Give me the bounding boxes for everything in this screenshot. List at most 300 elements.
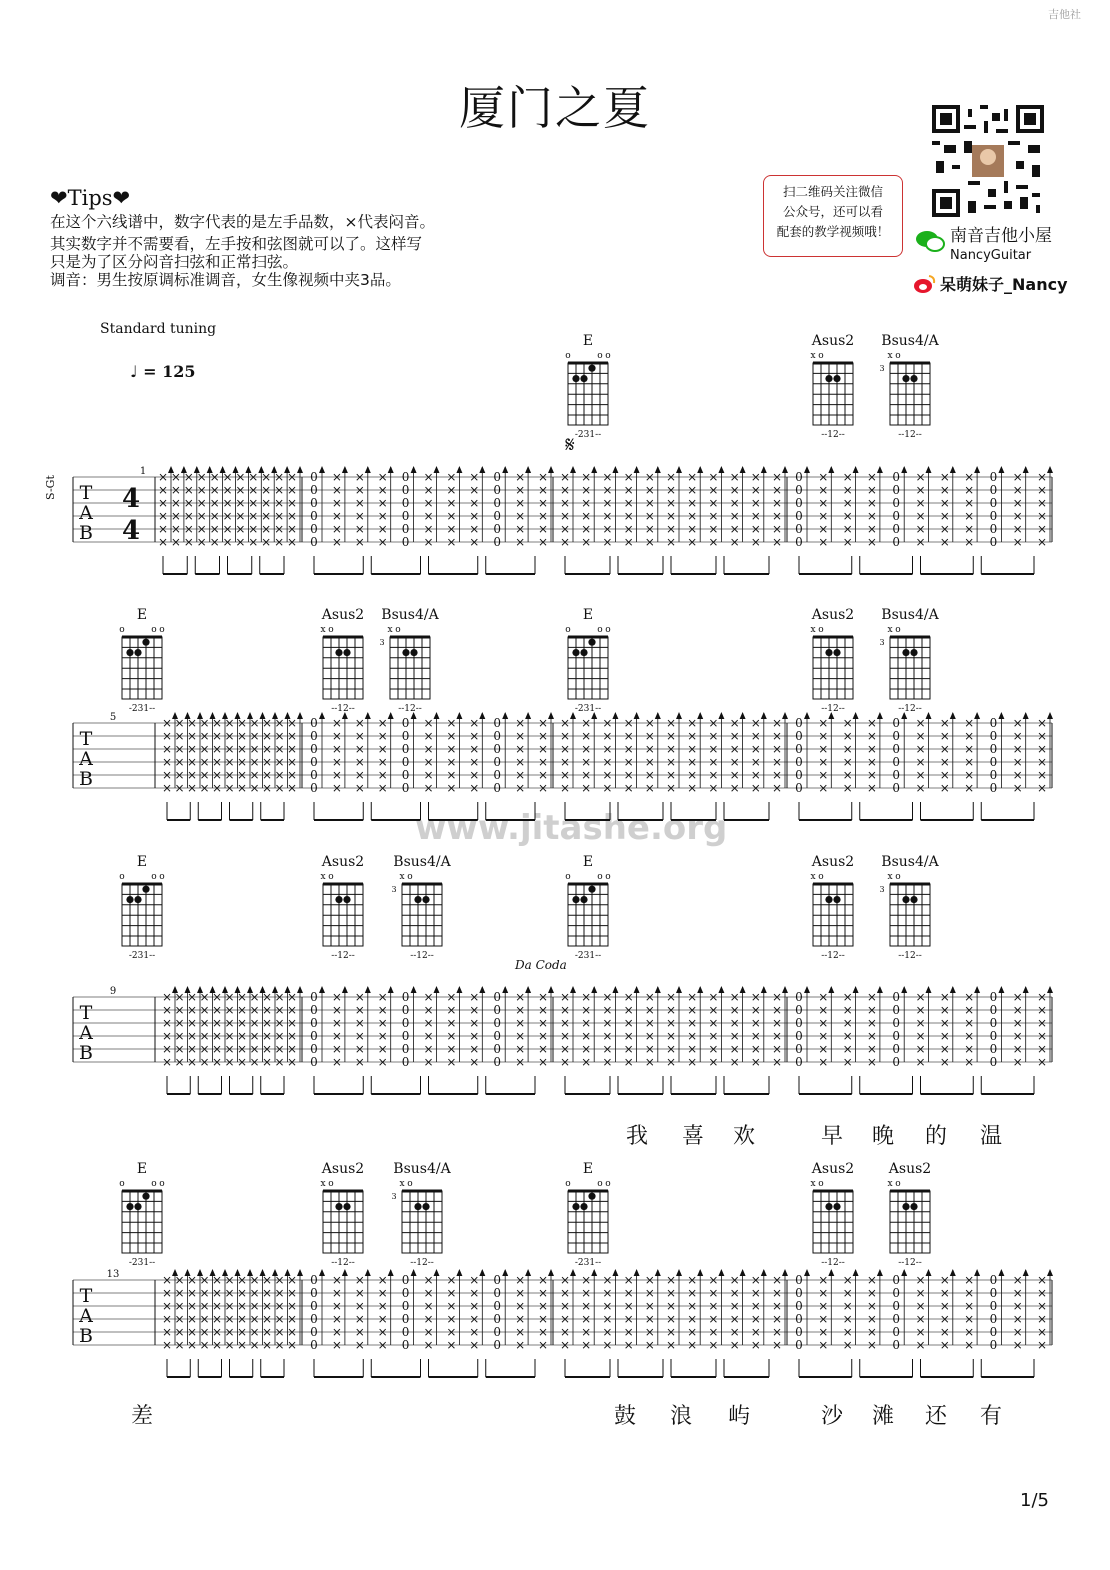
tab-note: × <box>515 1338 526 1352</box>
tab-note: × <box>964 522 975 536</box>
tab-note: × <box>331 509 342 523</box>
tab-note: × <box>771 742 783 756</box>
tab-note: 0 <box>989 729 998 743</box>
tab-note: × <box>729 483 740 497</box>
tab-note: × <box>469 1273 480 1287</box>
tab-note: × <box>964 1003 975 1017</box>
brand-english: NancyGuitar <box>950 248 1032 263</box>
page-number: 1/5 <box>1020 1490 1049 1511</box>
tab-note: × <box>354 470 365 484</box>
lyric-char: 鼓 <box>613 1404 637 1429</box>
tab-note: × <box>602 522 613 536</box>
tab-note: × <box>623 1312 634 1326</box>
tab-note: × <box>249 729 260 743</box>
tab-note: × <box>866 1055 877 1069</box>
strum-arrow-icon <box>525 712 531 719</box>
tab-note: × <box>446 1338 457 1352</box>
tab-note: × <box>750 1299 761 1313</box>
tab-note: × <box>423 1055 434 1069</box>
tab-note: × <box>1012 1042 1023 1056</box>
tab-note: × <box>915 1003 926 1017</box>
tab-note: × <box>708 1016 719 1030</box>
tab-note: × <box>602 1016 613 1030</box>
tab-note: × <box>939 1325 950 1339</box>
tab-note: 0 <box>401 470 410 484</box>
tab-note: 0 <box>310 1016 318 1030</box>
strum-arrow-icon <box>548 466 554 473</box>
tab-clef: B <box>79 768 93 790</box>
tab-note: × <box>1036 1042 1048 1056</box>
tab-note: × <box>161 768 173 782</box>
tab-note: × <box>915 1042 926 1056</box>
tab-note: × <box>818 522 829 536</box>
strum-arrow-icon <box>342 986 348 993</box>
tab-note: × <box>209 522 220 536</box>
tab-note: × <box>581 1016 592 1030</box>
tab-clef: T <box>79 1285 93 1307</box>
brand-name: 南音吉他小屋 <box>950 226 1052 246</box>
tab-note: × <box>261 1312 273 1326</box>
tab-note: 0 <box>493 1042 502 1056</box>
tab-note: × <box>581 1299 592 1313</box>
tab-note: × <box>866 1338 877 1352</box>
tab-note: × <box>915 1325 926 1339</box>
tab-note: × <box>964 1312 975 1326</box>
tab-note: 0 <box>493 1338 502 1352</box>
tab-note: 0 <box>892 729 901 743</box>
string-marker: x <box>810 351 816 361</box>
tab-note: × <box>515 496 526 510</box>
tab-note: × <box>842 990 853 1004</box>
tab-note: 0 <box>401 522 410 536</box>
string-marker: o <box>605 625 611 635</box>
tab-note: × <box>446 535 457 549</box>
tab-note: 0 <box>892 1016 901 1030</box>
tab-note: × <box>211 1299 223 1313</box>
tab-note: × <box>286 729 298 743</box>
tab-note: 0 <box>401 729 410 743</box>
tab-note: × <box>331 522 342 536</box>
tab-note: × <box>261 483 272 497</box>
tab-note: × <box>515 483 526 497</box>
tab-note: 0 <box>795 1003 803 1017</box>
finger-dot <box>833 375 840 382</box>
tab-note: × <box>211 990 223 1004</box>
tab-note: × <box>623 781 634 795</box>
tab-note: × <box>708 1338 719 1352</box>
string-marker: x <box>399 1179 405 1189</box>
tab-note: × <box>224 1325 235 1339</box>
tab-note: × <box>183 470 194 484</box>
tab-note: 0 <box>892 1273 901 1287</box>
string-marker: o <box>565 625 571 635</box>
chord-fingering: --12-- <box>898 704 922 714</box>
strum-arrow-icon <box>950 1269 956 1276</box>
tab-note: 0 <box>401 1055 410 1069</box>
tab-note: × <box>186 742 198 756</box>
tab-note: × <box>286 509 298 523</box>
tab-note: × <box>665 781 677 795</box>
tab-note: 0 <box>310 1042 318 1056</box>
tab-note: × <box>211 1016 223 1030</box>
tab-note: × <box>602 1312 613 1326</box>
strum-arrow-icon <box>804 466 810 473</box>
lyric-char: 有 <box>979 1404 1003 1429</box>
tab-note: × <box>915 742 926 756</box>
tab-note: 0 <box>795 509 803 523</box>
chord-name: E <box>582 333 594 349</box>
tab-note: × <box>915 496 926 510</box>
tab-note: × <box>224 1273 235 1287</box>
tab-note: × <box>199 1016 210 1030</box>
tab-note: × <box>224 1312 235 1326</box>
tab-note: × <box>729 781 740 795</box>
tab-note: 0 <box>493 768 502 782</box>
finger-dot <box>825 896 832 903</box>
tab-note: × <box>423 755 434 769</box>
strum-arrow-icon <box>804 986 810 993</box>
tab-note: × <box>174 1286 185 1300</box>
tab-note: × <box>750 1003 761 1017</box>
tab-note: × <box>842 1003 853 1017</box>
tab-note: × <box>842 509 853 523</box>
tab-note: 0 <box>401 1299 410 1313</box>
strum-arrow-icon <box>1023 1269 1029 1276</box>
strum-arrow-icon <box>926 986 932 993</box>
tab-note: × <box>623 496 634 510</box>
tab-note: × <box>581 742 592 756</box>
tab-note: × <box>186 1029 198 1043</box>
strum-arrow-icon <box>479 712 485 719</box>
finger-dot <box>410 649 417 656</box>
tab-note: × <box>286 1312 298 1326</box>
string-marker: x <box>320 1179 326 1189</box>
tab-note: × <box>423 483 434 497</box>
measure-number: 9 <box>109 986 117 997</box>
tab-note: × <box>199 1299 210 1313</box>
tab-note: × <box>771 470 783 484</box>
tab-note: 0 <box>310 1325 318 1339</box>
tab-note: × <box>236 729 248 743</box>
tab-note: × <box>964 729 975 743</box>
tab-note: × <box>354 1338 365 1352</box>
tab-note: 0 <box>493 496 502 510</box>
tab-note: × <box>602 483 613 497</box>
tab-note: × <box>469 483 480 497</box>
tab-note: × <box>423 1042 434 1056</box>
strum-arrow-icon <box>502 986 508 993</box>
tab-note: × <box>161 1325 173 1339</box>
tab-note: × <box>186 1312 198 1326</box>
tab-note: × <box>537 1029 549 1043</box>
tab-note: × <box>602 1325 613 1339</box>
tab-note: 0 <box>892 1325 901 1339</box>
tab-note: 0 <box>989 742 998 756</box>
tab-note: × <box>211 1338 223 1352</box>
tab-note: × <box>274 1029 285 1043</box>
strum-arrow-icon <box>974 1269 980 1276</box>
tab-note: × <box>665 483 677 497</box>
tab-note: × <box>274 1055 285 1069</box>
finger-dot <box>572 375 579 382</box>
tab-note: × <box>377 1286 388 1300</box>
tab-note: × <box>331 1273 342 1287</box>
tab-note: × <box>729 1016 740 1030</box>
tab-note: × <box>1036 742 1048 756</box>
strum-arrow-icon <box>634 1269 640 1276</box>
tab-note: × <box>729 535 740 549</box>
tab-note: × <box>915 716 926 730</box>
tab-note: × <box>915 509 926 523</box>
tab-note: × <box>644 509 655 523</box>
tab-note: × <box>224 742 235 756</box>
tab-note: × <box>157 470 169 484</box>
lyric-char: 还 <box>924 1404 948 1429</box>
string-marker: o <box>597 351 603 361</box>
tab-note: × <box>174 742 185 756</box>
strum-arrow-icon <box>761 712 767 719</box>
tab-note: × <box>964 742 975 756</box>
chord-fingering: --12-- <box>821 704 845 714</box>
strum-arrow-icon <box>676 986 682 993</box>
tab-note: 0 <box>989 470 998 484</box>
tab-note: 0 <box>892 483 901 497</box>
tab-note: 0 <box>795 1299 803 1313</box>
tab-note: × <box>423 522 434 536</box>
bubble-line: 公众号，还可以看 <box>782 204 883 219</box>
tab-note: × <box>248 522 259 536</box>
tab-note: × <box>236 1029 248 1043</box>
tab-note: × <box>183 522 194 536</box>
tab-note: × <box>161 729 173 743</box>
tab-note: × <box>915 781 926 795</box>
finger-dot <box>902 896 909 903</box>
strum-arrow-icon <box>998 466 1004 473</box>
strum-arrow-icon <box>1023 712 1029 719</box>
strum-arrow-icon <box>676 1269 682 1276</box>
tab-note: × <box>211 729 223 743</box>
tab-note: × <box>286 1299 298 1313</box>
tab-note: × <box>771 1003 783 1017</box>
tab-note: × <box>1012 470 1023 484</box>
finger-dot <box>825 649 832 656</box>
tab-note: × <box>750 729 761 743</box>
tab-note: × <box>708 1273 719 1287</box>
fret-position: 3 <box>391 1192 397 1201</box>
tab-note: × <box>644 1286 655 1300</box>
tab-note: × <box>644 1312 655 1326</box>
fret-position: 3 <box>879 364 885 373</box>
tab-note: × <box>665 742 677 756</box>
tab-note: × <box>1036 755 1048 769</box>
tab-note: × <box>331 781 342 795</box>
tab-note: × <box>377 742 388 756</box>
tab-note: 0 <box>795 1016 803 1030</box>
tab-note: × <box>211 1312 223 1326</box>
strum-arrow-icon <box>718 986 724 993</box>
strum-arrow-icon <box>740 466 746 473</box>
tab-note: 0 <box>310 729 318 743</box>
string-marker: o <box>395 625 401 635</box>
tab-note: × <box>199 1042 210 1056</box>
tab-note: × <box>644 716 655 730</box>
tab-note: × <box>235 496 246 510</box>
tab-clef: T <box>79 728 93 750</box>
tab-note: × <box>939 1338 950 1352</box>
tab-note: 0 <box>892 1312 901 1326</box>
strum-arrow-icon <box>365 466 371 473</box>
strum-arrow-icon <box>319 466 325 473</box>
lyric-char: 沙 <box>820 1404 844 1429</box>
tab-note: × <box>1012 509 1023 523</box>
tab-clef: B <box>79 1042 93 1064</box>
tab-note: × <box>446 1003 457 1017</box>
tab-note: × <box>274 1003 285 1017</box>
tab-note: × <box>446 496 457 510</box>
tab-note: × <box>423 716 434 730</box>
tab-note: × <box>581 1273 592 1287</box>
tab-note: × <box>771 535 783 549</box>
tab-note: 0 <box>401 990 410 1004</box>
tab-note: × <box>818 1016 829 1030</box>
tab-note: × <box>842 742 853 756</box>
tab-note: × <box>708 1029 719 1043</box>
tab-note: × <box>274 716 285 730</box>
tab-note: × <box>729 470 740 484</box>
string-marker: x <box>810 625 816 635</box>
tab-note: × <box>602 470 613 484</box>
tab-note: × <box>964 535 975 549</box>
bubble-line: 扫二维码关注微信 <box>782 184 883 199</box>
tab-note: × <box>196 535 207 549</box>
tab-note: 0 <box>795 781 803 795</box>
tab-note: × <box>446 509 457 523</box>
finger-dot <box>572 1203 579 1210</box>
tab-note: × <box>1012 1273 1023 1287</box>
tab-note: × <box>1012 1055 1023 1069</box>
site-mark: 吉他社 <box>1048 8 1081 21</box>
string-marker: o <box>151 625 157 635</box>
tab-note: × <box>818 1003 829 1017</box>
tab-note: × <box>866 1016 877 1030</box>
tab-note: × <box>286 768 298 782</box>
chord-name: Asus2 <box>321 854 365 870</box>
tab-note: 0 <box>401 781 410 795</box>
tab-note: × <box>515 1029 526 1043</box>
tab-note: × <box>866 729 877 743</box>
tab-note: × <box>199 1055 210 1069</box>
strum-arrow-icon <box>697 986 703 993</box>
tab-note: × <box>729 755 740 769</box>
strum-arrow-icon <box>525 986 531 993</box>
tab-note: × <box>446 1029 457 1043</box>
tab-note: × <box>537 990 549 1004</box>
tab-note: × <box>644 1273 655 1287</box>
finger-dot <box>580 649 587 656</box>
tab-note: × <box>377 781 388 795</box>
tab-note: × <box>261 1042 273 1056</box>
tab-note: × <box>469 1042 480 1056</box>
tab-note: × <box>964 1273 975 1287</box>
tab-note: × <box>354 1299 365 1313</box>
lyric-char: 早 <box>820 1124 844 1149</box>
chord-name: Asus2 <box>321 607 365 623</box>
strum-arrow-icon <box>388 466 394 473</box>
tab-note: × <box>236 1286 248 1300</box>
tab-note: × <box>708 755 719 769</box>
tab-note: × <box>515 768 526 782</box>
finger-dot <box>343 1203 350 1210</box>
tab-note: × <box>174 1029 185 1043</box>
tab-note: 0 <box>310 1286 318 1300</box>
tab-note: × <box>354 1286 365 1300</box>
tab-note: × <box>446 1042 457 1056</box>
chord-fingering: --12-- <box>821 1258 845 1268</box>
tab-note: 0 <box>310 535 318 549</box>
tab-note: × <box>581 781 592 795</box>
tab-note: × <box>161 1016 173 1030</box>
tab-note: × <box>771 755 783 769</box>
tab-note: × <box>771 1016 783 1030</box>
tab-note: 0 <box>892 1055 901 1069</box>
strum-arrow-icon <box>502 1269 508 1276</box>
tab-note: × <box>964 1055 975 1069</box>
tab-note: × <box>224 1286 235 1300</box>
tab-note: × <box>708 509 719 523</box>
tab-note: × <box>708 522 719 536</box>
tab-note: × <box>331 1338 342 1352</box>
tab-note: × <box>644 1016 655 1030</box>
tab-note: × <box>708 483 719 497</box>
tab-note: × <box>515 1286 526 1300</box>
tab-note: × <box>1012 1003 1023 1017</box>
tab-note: × <box>174 1016 185 1030</box>
tab-note: 0 <box>795 729 803 743</box>
tab-note: × <box>729 1042 740 1056</box>
tab-note: × <box>261 1273 273 1287</box>
tab-note: × <box>729 1312 740 1326</box>
strum-arrow-icon <box>697 1269 703 1276</box>
tab-note: × <box>199 781 210 795</box>
tab-note: 0 <box>310 509 318 523</box>
tab-note: × <box>354 496 365 510</box>
tab-note: × <box>537 716 549 730</box>
tab-note: × <box>915 768 926 782</box>
tab-note: × <box>866 755 877 769</box>
lyric-char: 欢 <box>732 1124 756 1149</box>
strum-arrow-icon <box>782 986 788 993</box>
tab-note: × <box>750 1325 761 1339</box>
tab-note: 0 <box>493 1273 502 1287</box>
tab-note: × <box>537 1042 549 1056</box>
tab-note: × <box>644 755 655 769</box>
tab-note: × <box>235 509 246 523</box>
finger-dot <box>588 1193 595 1200</box>
time-signature-bottom: 4 <box>121 516 141 546</box>
tab-note: × <box>199 742 210 756</box>
tab-note: × <box>354 716 365 730</box>
tab-note: × <box>602 781 613 795</box>
tab-note: 0 <box>989 1299 998 1313</box>
tab-note: 0 <box>892 768 901 782</box>
tab-note: × <box>186 1299 198 1313</box>
strum-arrow-icon <box>718 1269 724 1276</box>
tab-note: × <box>623 1286 634 1300</box>
tab-note: × <box>161 1029 173 1043</box>
tab-note: × <box>261 781 273 795</box>
finger-dot <box>833 1203 840 1210</box>
tab-note: × <box>274 729 285 743</box>
